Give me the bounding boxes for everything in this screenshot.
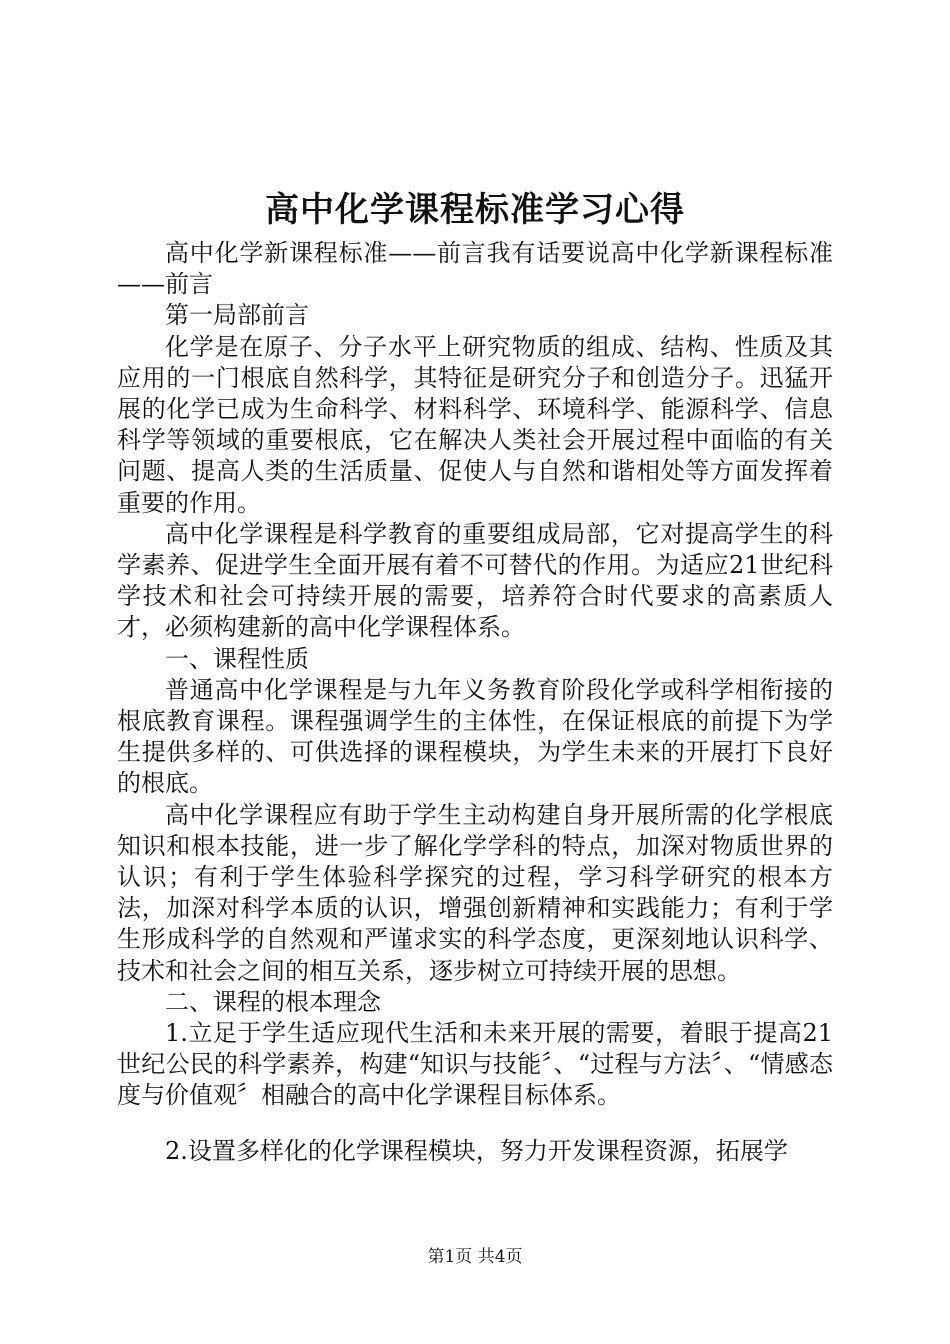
document-title: 高中化学课程标准学习心得	[265, 190, 685, 230]
paragraph-intro: 高中化学新课程标准——前言我有话要说高中化学新课程标准——前言	[117, 239, 833, 299]
page-footer: 第1页 共4页	[427, 1247, 523, 1267]
paragraph-idea-2: 2.设置多样化的化学课程模块，努力开发课程资源，拓展学	[165, 1136, 788, 1165]
section-heading-course-nature: 一、课程性质	[165, 644, 309, 673]
paragraph-course-goals: 高中化学课程应有助于学生主动构建自身开展所需的化学根底知识和根本技能，进一步了解化学学科的特点，加深对物质世界的认识；有利于学生体验科学探究的过程，学习科学研究的根本方法，加深对科学本质的认识，增强创新精神和实践能力；有利于学生形成科学的自然观和严谨求实的科学态度，更深刻地认识科学、技术和社会之间的相互关系，逐步树立可持续开展的思想。	[117, 800, 833, 985]
paragraph-idea-1: 1.立足于学生适应现代生活和未来开展的需要，着眼于提高21世纪公民的科学素养，构建“知识与技能〞、“过程与方法〞、“情感态度与价值观〞相融合的高中化学课程目标体系。	[117, 1019, 833, 1110]
section-heading-preface: 第一局部前言	[165, 301, 309, 330]
paragraph-course-nature: 普通高中化学课程是与九年义务教育阶段化学或科学相衔接的根底教育课程。课程强调学生的主体性，在保证根底的前提下为学生提供多样的、可供选择的课程模块，为学生未来的开展打下良好的根底。	[117, 675, 833, 798]
section-heading-basic-ideas: 二、课程的根本理念	[165, 987, 381, 1016]
document-body	[117, 238, 833, 1167]
paragraph-course-importance: 高中化学课程是科学教育的重要组成局部，它对提高学生的科学素养、促进学生全面开展有着不可替代的作用。为适应21世纪科学技术和社会可持续开展的需要，培养符合时代要求的高素质人才，必须构建新的高中化学课程体系。	[117, 519, 833, 642]
paragraph-chemistry-definition: 化学是在原子、分子水平上研究物质的组成、结构、性质及其应用的一门根底自然科学，其特征是研究分子和创造分子。迅猛开展的化学已成为生命科学、材料科学、环境科学、能源科学、信息科学等领域的重要根底，它在解决人类社会开展过程中面临的有关问题、提高人类的生活质量、促使人与自然和谐相处等方面发挥着重要的作用。	[117, 332, 833, 517]
